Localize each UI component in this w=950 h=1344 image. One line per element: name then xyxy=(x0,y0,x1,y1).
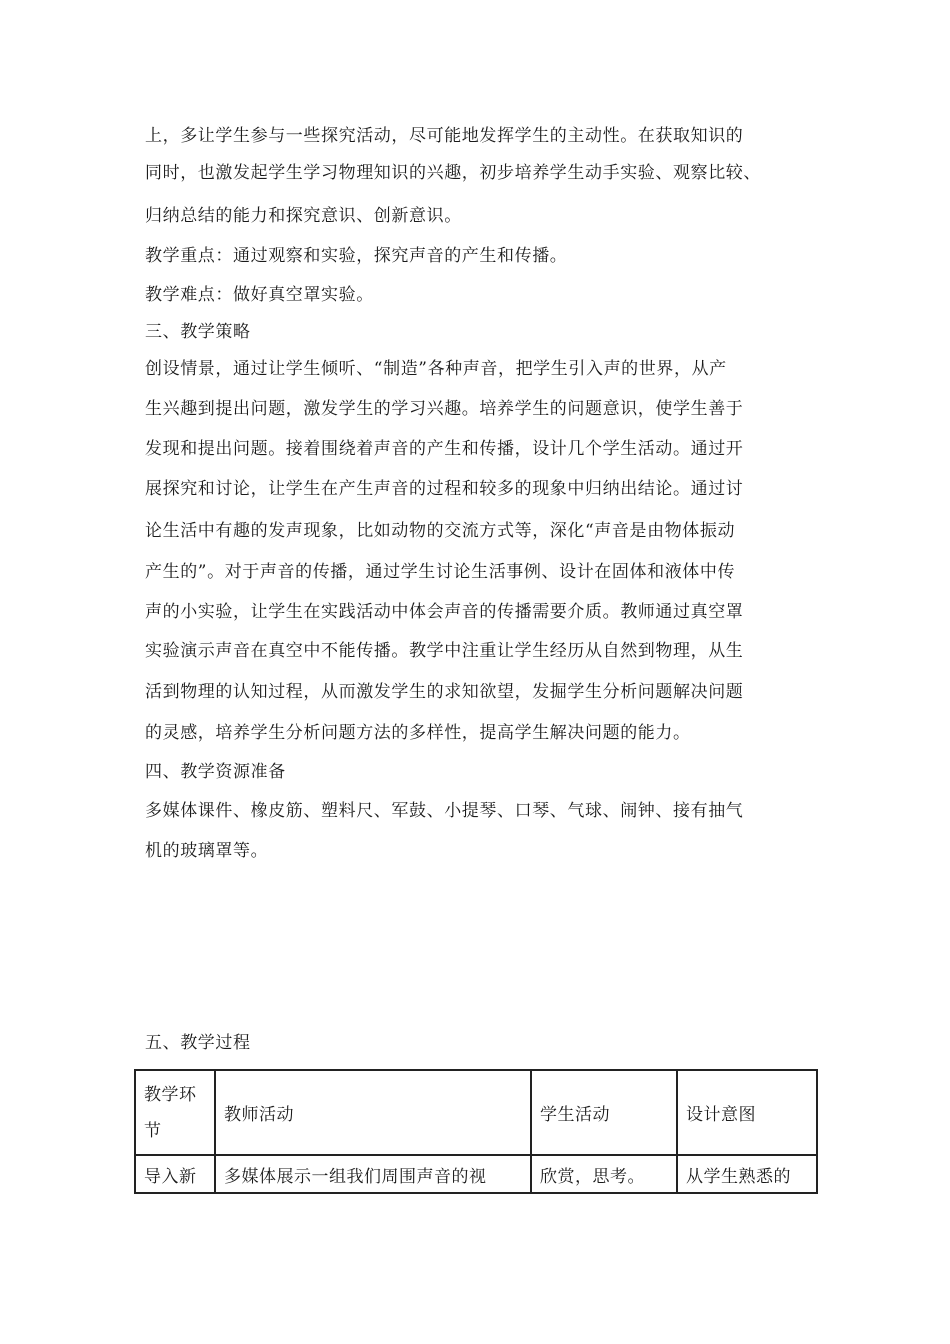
paragraph-line: 论生活中有趣的发声现象，比如动物的交流方式等，深化“声音是由物体振动 xyxy=(145,521,736,541)
key-point-line: 教学重点：通过观察和实验，探究声音的产生和传播。 xyxy=(145,246,568,266)
table-row xyxy=(135,1155,817,1193)
table-cell: 从学生熟悉的 xyxy=(677,1155,817,1193)
table-header-cell: 学生活动 xyxy=(531,1070,677,1155)
paragraph-line: 上，多让学生参与一些探究活动，尽可能地发挥学生的主动性。在获取知识的 xyxy=(145,126,744,146)
paragraph-line: 的灵感，培养学生分析问题方法的多样性，提高学生解决问题的能力。 xyxy=(145,723,691,743)
paragraph-line: 机的玻璃罩等。 xyxy=(145,841,269,861)
header-cell-line: 教学环 xyxy=(144,1084,197,1105)
paragraph-line: 生兴趣到提出问题，激发学生的学习兴趣。培养学生的问题意识，使学生善于 xyxy=(145,399,744,419)
paragraph-line: 实验演示声音在真空中不能传播。教学中注重让学生经历从自然到物理，从生 xyxy=(145,641,744,661)
table-header-cell: 设计意图 xyxy=(677,1070,817,1155)
paragraph-line: 展探究和讨论，让学生在产生声音的过程和较多的现象中归纳出结论。通过讨 xyxy=(145,479,744,499)
section-heading: 四、教学资源准备 xyxy=(145,762,286,782)
table-cell: 欣赏，思考。 xyxy=(531,1155,677,1193)
paragraph-line: 多媒体课件、橡皮筋、塑料尺、军鼓、小提琴、口琴、气球、闹钟、接有抽气 xyxy=(145,801,744,821)
difficulty-line: 教学难点：做好真空罩实验。 xyxy=(145,285,374,305)
paragraph-line: 产生的”。对于声音的传播，通过学生讨论生活事例、设计在固体和液体中传 xyxy=(145,562,736,582)
section-heading: 三、教学策略 xyxy=(145,322,251,342)
table-cell: 多媒体展示一组我们周围声音的视 xyxy=(215,1155,531,1193)
table-cell: 导入新 xyxy=(135,1155,215,1193)
paragraph-line: 声的小实验，让学生在实践活动中体会声音的传播需要介质。教师通过真空罩 xyxy=(145,602,744,622)
header-cell-line: 节 xyxy=(144,1120,162,1141)
paragraph-line: 活到物理的认知过程，从而激发学生的求知欲望，发掘学生分析问题解决问题 xyxy=(145,682,744,702)
table-header-cell: 教师活动 xyxy=(215,1070,531,1155)
paragraph-line: 发现和提出问题。接着围绕着声音的产生和传播，设计几个学生活动。通过开 xyxy=(145,439,744,459)
paragraph-line: 创设情景，通过让学生倾听、“制造”各种声音，把学生引入声的世界，从产 xyxy=(145,359,727,379)
table-header-row xyxy=(135,1070,817,1155)
table-header-cell xyxy=(135,1070,215,1155)
section-heading: 五、教学过程 xyxy=(145,1033,251,1053)
paragraph-line: 同时，也激发起学生学习物理知识的兴趣，初步培养学生动手实验、观察比较、 xyxy=(145,163,761,183)
paragraph-line: 归纳总结的能力和探究意识、创新意识。 xyxy=(145,206,462,226)
teaching-process-table xyxy=(134,1069,818,1194)
